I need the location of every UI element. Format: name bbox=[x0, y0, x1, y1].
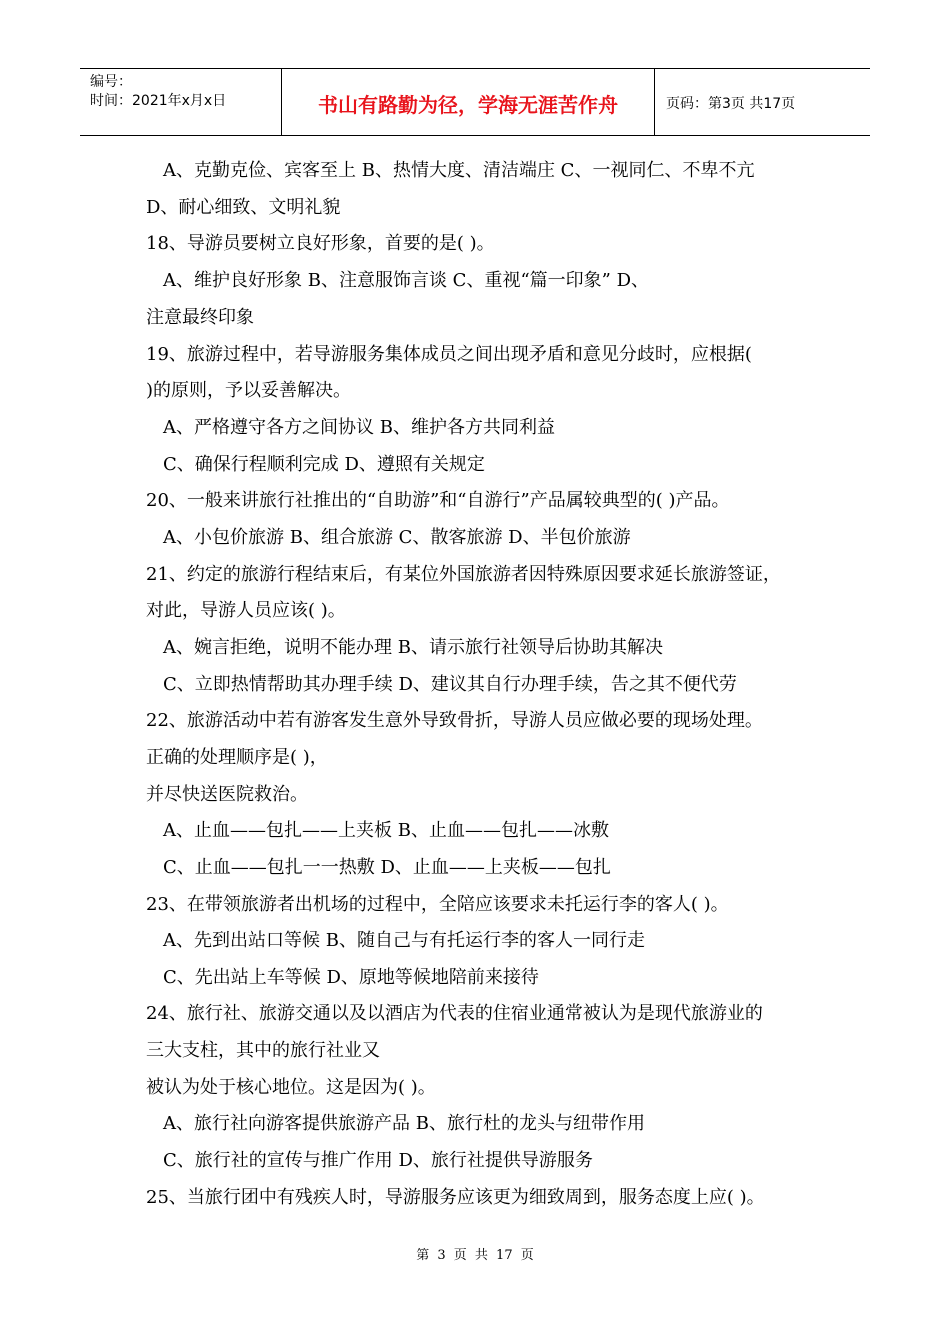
header-divider bbox=[654, 69, 655, 135]
option-line: C、确保行程顺利完成 D、遵照有关规定 bbox=[163, 454, 485, 475]
page-indicator: 页码：第3页 共17页 bbox=[666, 96, 796, 112]
question-line: 20、一般来讲旅行社推出的“自助游”和“自游行”产品属较典型的( )产品。 bbox=[146, 490, 730, 511]
question-line: 并尽快送医院救治。 bbox=[146, 784, 308, 805]
question-line: 18、导游员要树立良好形象，首要的是( )。 bbox=[146, 233, 495, 254]
page-footer: 第 3 页 共 17 页 bbox=[416, 1248, 534, 1263]
question-line: 19、旅游过程中，若导游服务集体成员之间出现矛盾和意见分歧时，应根据( bbox=[146, 344, 752, 365]
question-line: 正确的处理顺序是( )， bbox=[146, 747, 328, 768]
option-line: C、旅行社的宣传与推广作用 D、旅行社提供导游服务 bbox=[163, 1150, 593, 1171]
option-line: A、止血——包扎——上夹板 B、止血——包扎——冰敷 bbox=[163, 820, 609, 841]
option-line: A、婉言拒绝，说明不能办理 B、请示旅行社领导后协助其解决 bbox=[163, 637, 663, 658]
option-line: A、小包价旅游 B、组合旅游 C、散客旅游 D、半包价旅游 bbox=[163, 527, 631, 548]
question-line: )的原则，予以妥善解决。 bbox=[146, 380, 352, 401]
option-line: A、维护良好形象 B、注意服饰言谈 C、重视“篇一印象” D、 bbox=[163, 270, 649, 291]
option-line: A、先到出站口等候 B、随自己与有托运行李的客人一同行走 bbox=[163, 930, 645, 951]
question-line: 22、旅游活动中若有游客发生意外导致骨折，导游人员应做必要的现场处理。 bbox=[146, 710, 763, 731]
option-line: C、先出站上车等候 D、原地等候地陪前来接待 bbox=[163, 967, 539, 988]
question-line: 25、当旅行团中有残疾人时，导游服务应该更为细致周到，服务态度上应( )。 bbox=[146, 1187, 765, 1208]
option-line: A、旅行社向游客提供旅游产品 B、旅行杜的龙头与纽带作用 bbox=[163, 1113, 645, 1134]
question-line: 被认为处于核心地位。这是因为( )。 bbox=[146, 1077, 436, 1098]
question-line: 24、旅行社、旅游交通以及以酒店为代表的住宿业通常被认为是现代旅游业的 bbox=[146, 1003, 763, 1024]
motto: 书山有路勤为径，学海无涯苦作舟 bbox=[318, 92, 618, 117]
number-label: 编号： bbox=[90, 74, 132, 90]
option-line: A、克勤克俭、宾客至上 B、热情大度、清洁端庄 C、一视同仁、不卑不亢 bbox=[163, 160, 755, 181]
question-line: 对此，导游人员应该( )。 bbox=[146, 600, 346, 621]
option-line: C、立即热情帮助其办理手续 D、建议其自行办理手续，告之其不便代劳 bbox=[163, 674, 737, 695]
option-line: C、止血——包扎一一热敷 D、止血——上夹板——包扎 bbox=[163, 857, 611, 878]
option-line: D、耐心细致、文明礼貌 bbox=[146, 197, 341, 218]
question-line: 23、在带领旅游者出机场的过程中，全陪应该要求未托运行李的客人( )。 bbox=[146, 894, 729, 915]
header-table bbox=[80, 68, 870, 136]
question-line: 三大支柱，其中的旅行社业又 bbox=[146, 1040, 380, 1061]
date-label: 时间：2021年x月x日 bbox=[90, 93, 227, 109]
question-line: 21、约定的旅游行程结束后，有某位外国旅游者因特殊原因要求延长旅游签证， bbox=[146, 564, 781, 585]
option-line: 注意最终印象 bbox=[146, 307, 254, 328]
header-left-cell bbox=[90, 73, 226, 111]
option-line: A、严格遵守各方之间协议 B、维护各方共同利益 bbox=[163, 417, 555, 438]
